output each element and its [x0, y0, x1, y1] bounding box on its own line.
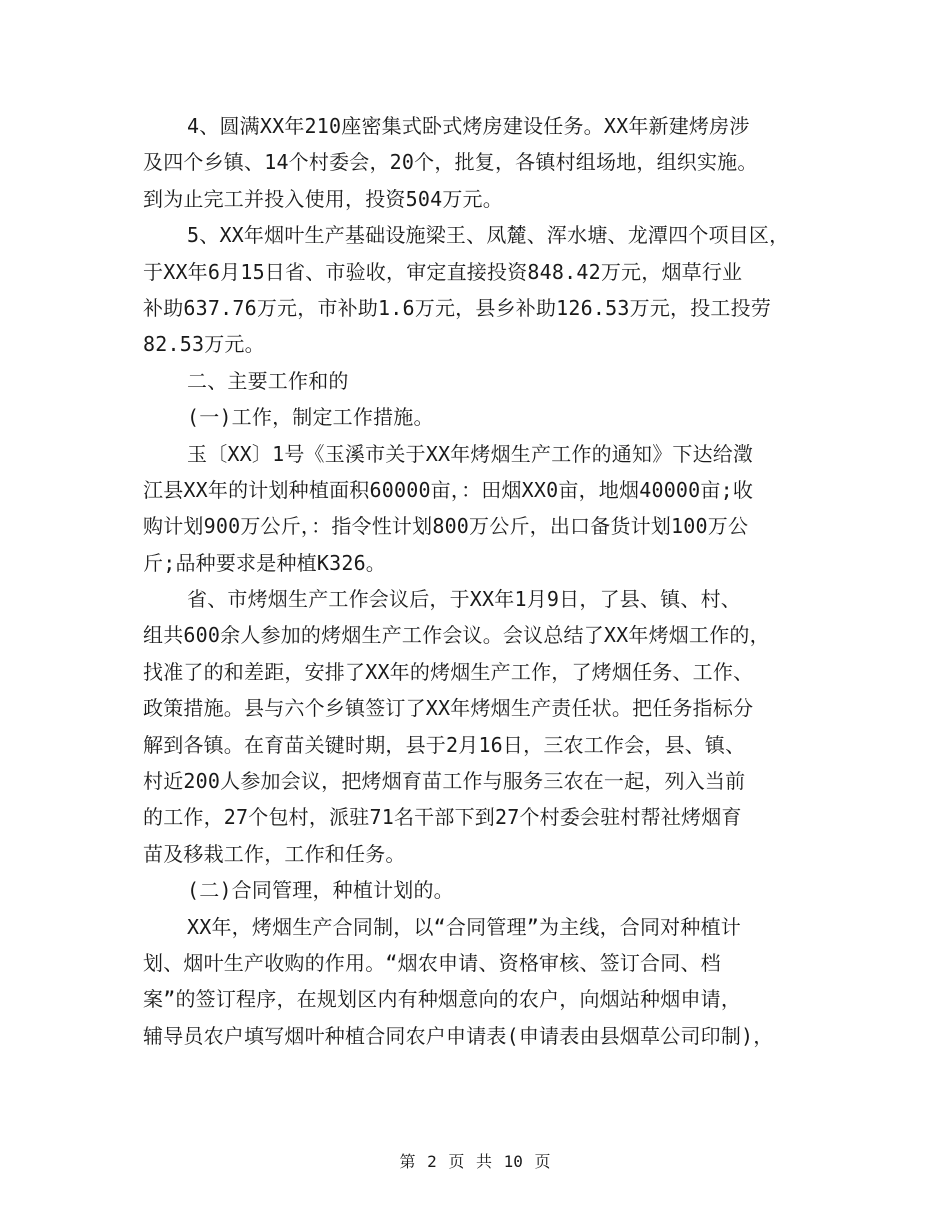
page-footer: 第 2 页 共 10 页: [399, 1152, 551, 1171]
text-line: 村近200人参加会议，把烤烟育苗工作与服务三农在一起，列入当前: [143, 769, 746, 794]
text-line: 二、主要工作和的: [187, 368, 349, 393]
text-line: (二)合同管理，种植计划的。: [187, 878, 454, 903]
text-line: 到为止完工并投入使用，投资504万元。: [143, 186, 503, 211]
text-line: 苗及移栽工作，工作和任务。: [143, 841, 406, 866]
text-line: XX年，烤烟生产合同制，以“合同管理”为主线，合同对种植计: [187, 914, 741, 939]
text-line: 找准了的和差距，安排了XX年的烤烟生产工作，了烤烟任务、工作、: [143, 659, 754, 684]
text-line: 及四个乡镇、14个村委会，20个，批复，各镇村组场地，组织实施。: [143, 150, 758, 175]
text-line: 辅导员农户填写烟叶种植合同农户申请表(申请表由县烟草公司印制)，: [143, 1023, 774, 1048]
text-line: 划、烟叶生产收购的作用。“烟农申请、资格审核、签订合同、档: [143, 950, 721, 975]
text-line: 江县XX年的计划种植面积60000亩，：田烟XX0亩，地烟40000亩;收: [143, 477, 754, 502]
text-line: 玉〔XX〕1号《玉溪市关于XX年烤烟生产工作的通知》下达给澂: [187, 441, 754, 466]
text-line: 补助637.76万元，市补助1.6万元，县乡补助126.53万元，投工投劳: [143, 295, 772, 320]
text-line: (一)工作，制定工作措施。: [187, 405, 434, 430]
text-line: 82.53万元。: [143, 332, 265, 357]
text-line: 的工作，27个包村，派驻71名干部下到27个村委会驻村帮社烤烟育: [143, 805, 742, 830]
text-line: 案”的签订程序，在规划区内有种烟意向的农户，向烟站种烟申请，: [143, 987, 742, 1012]
text-line: 于XX年6月15日省、市验收，审定直接投资848.42万元，烟草行业: [143, 259, 743, 284]
text-line: 政策措施。县与六个乡镇签订了XX年烤烟生产责任状。把任务指标分: [143, 696, 754, 721]
text-line: 省、市烤烟生产工作会议后，于XX年1月9日，了县、镇、村、: [187, 587, 741, 612]
text-line: 解到各镇。在育苗关键时期，县于2月16日，三农工作会，县、镇、: [143, 732, 746, 757]
text-line: 购计划900万公斤，：指令性计划800万公斤，出口备货计划100万公: [143, 514, 749, 539]
text-line: 4、圆满XX年210座密集式卧式烤房建设任务。XX年新建烤房涉: [187, 114, 750, 138]
document-body: [143, 108, 823, 1054]
text-line: 组共600余人参加的烤烟生产工作会议。会议总结了XX年烤烟工作的，: [143, 623, 770, 648]
text-line: 5、XX年烟叶生产基础设施梁王、凤麓、浑水塘、龙潭四个项目区，: [187, 223, 790, 248]
text-line: 斤;品种要求是种植K326。: [143, 550, 387, 575]
